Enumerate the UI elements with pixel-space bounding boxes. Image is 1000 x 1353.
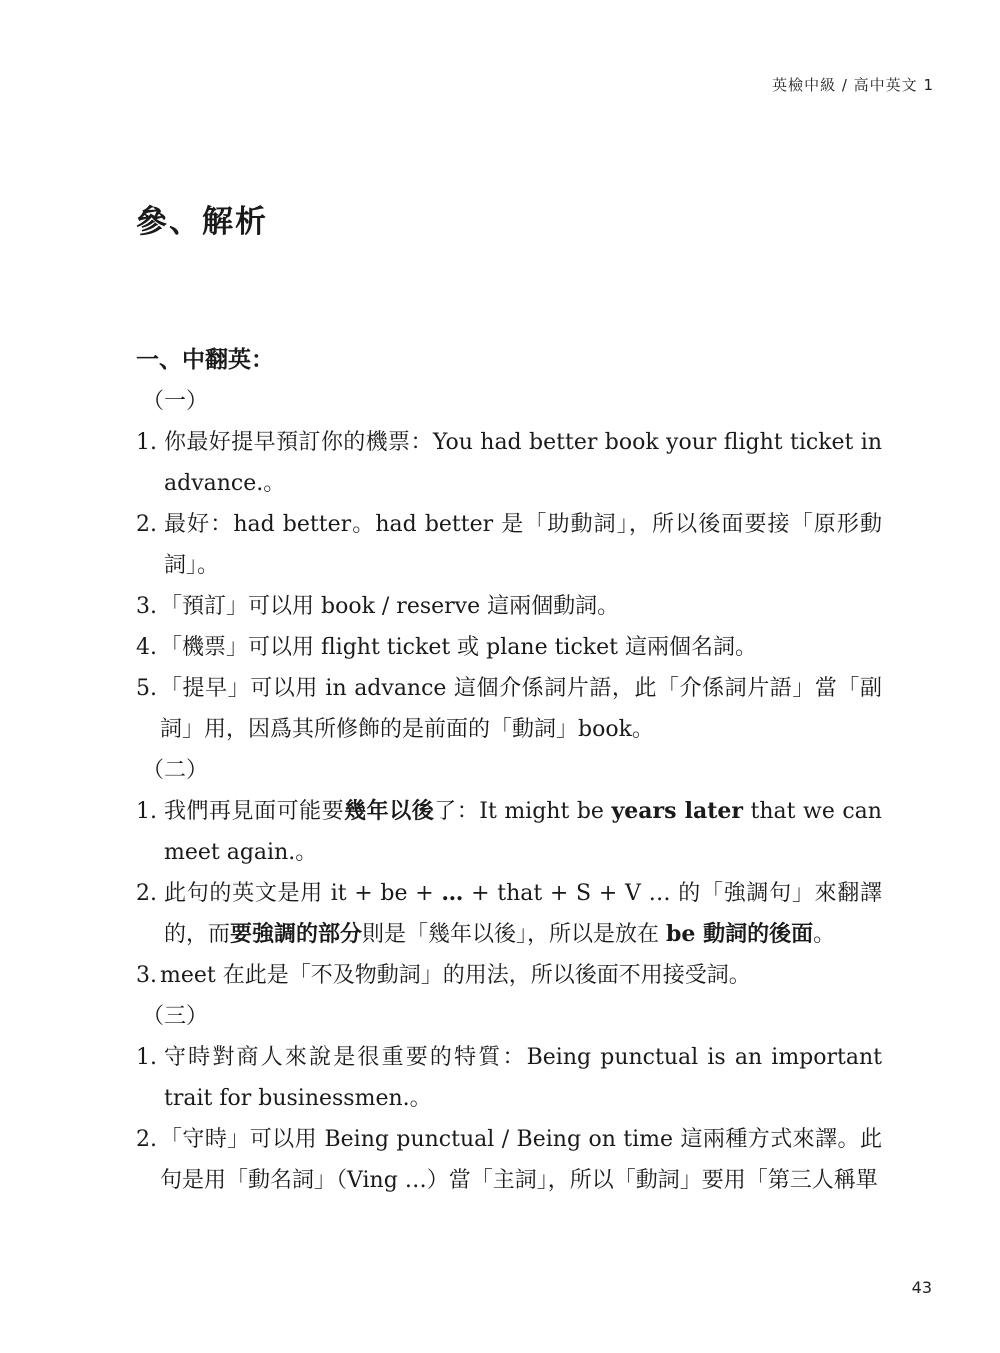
item-number: 5. [136, 676, 157, 701]
text-run: + that + S + V … 的「強調句」來翻譯的，而 [164, 881, 882, 947]
list-item [136, 955, 882, 996]
emphasis-text: … [441, 880, 464, 906]
list-item [136, 668, 882, 750]
item-text: 「守時」可以用 Being punctual / Being on time 這兩種方式來譯。此句是用「動名詞」（Ving …）當「主詞」，所以「動詞」要用「第三人稱單 [160, 1127, 882, 1193]
item-number: 2. [136, 512, 157, 537]
item-text: meet 在此是「不及物動詞」的用法，所以後面不用接受詞。 [160, 963, 751, 988]
text-run: 了：It might be [434, 799, 612, 824]
text-run: 。 [813, 922, 836, 947]
item-text: 守時對商人來說是很重要的特質：Being punctual is an important trait for businessmen.。 [164, 1045, 882, 1111]
group-label-3: （三） [142, 1004, 209, 1029]
main-content [136, 340, 882, 1201]
item-number: 1. [136, 1045, 157, 1070]
item-text: 你最好提早預訂你的機票：You had better book your flight ticket in advance.。 [164, 430, 882, 496]
subsection-title: 一、中翻英： [136, 347, 274, 373]
list-item [136, 1119, 882, 1201]
item-number: 3. [136, 963, 157, 988]
emphasis-text: 要強調的部分 [230, 921, 363, 947]
item-text [164, 873, 882, 955]
item-text: 「提早」可以用 in advance 這個介係詞片語，此「介係詞片語」當「副詞」用，因爲其所修飾的是前面的「動詞」book。 [160, 676, 882, 742]
item-number: 2. [136, 1127, 157, 1152]
item-number: 1. [136, 430, 157, 455]
list-item [136, 791, 882, 873]
group-label-2: （二） [142, 758, 209, 783]
text-run: 則是「幾年以後」，所以是放在 [362, 922, 667, 947]
section-title: 參、解析 [136, 204, 268, 240]
list-item [136, 586, 882, 627]
item-text: 「機票」可以用 flight ticket 或 plane ticket 這兩個名詞。 [160, 635, 757, 660]
list-item [136, 422, 882, 504]
item-text: 最好：had better。had better 是「助動詞」，所以後面要接「原形動詞」。 [164, 512, 882, 578]
list-item [136, 1037, 882, 1119]
text-run: that we can meet again.。 [164, 799, 882, 865]
text-run: 此句的英文是用 it + be + [164, 881, 442, 906]
item-text: 「預訂」可以用 book / reserve 這兩個動詞。 [160, 594, 620, 619]
emphasis-text: be 動詞的後面 [666, 921, 814, 947]
list-item [136, 627, 882, 668]
list-item [136, 873, 882, 955]
running-header: 英檢中級 / 高中英文 1 [772, 76, 934, 94]
item-number: 1. [136, 799, 157, 824]
item-number: 4. [136, 635, 157, 660]
item-text [164, 791, 882, 873]
emphasis-text: years later [611, 798, 743, 824]
emphasis-text: 幾年以後 [344, 798, 435, 824]
text-run: 我們再見面可能要 [164, 799, 345, 824]
page-number: 43 [911, 1278, 932, 1297]
list-item [136, 504, 882, 586]
item-number: 3. [136, 594, 157, 619]
group-label-1: （一） [142, 389, 209, 414]
item-number: 2. [136, 881, 157, 906]
